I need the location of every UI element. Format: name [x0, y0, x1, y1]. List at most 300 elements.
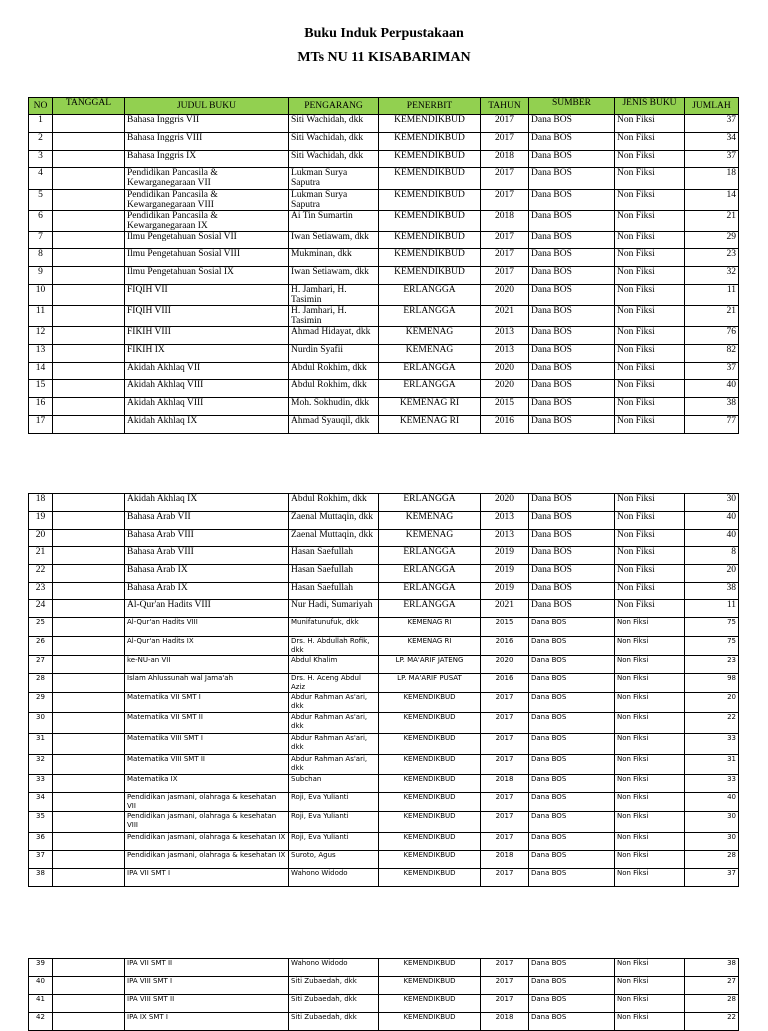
book-title: Bahasa Arab VII: [125, 512, 289, 530]
date-cell: [53, 693, 125, 713]
source: Dana BOS: [529, 380, 615, 398]
row-number: 34: [29, 793, 53, 812]
book-title: FIQIH VIII: [125, 306, 289, 327]
quantity: 33: [685, 775, 739, 793]
source: Dana BOS: [529, 306, 615, 327]
book-type: Non Fiksi: [615, 713, 685, 734]
book-title: Bahasa Arab VIII: [125, 530, 289, 547]
year: 2017: [481, 995, 529, 1013]
column-header-author: PENGARANG: [289, 98, 379, 115]
source: Dana BOS: [529, 674, 615, 693]
book-type: Non Fiksi: [615, 977, 685, 995]
table-row: [29, 793, 739, 812]
author: Roji, Eva Yulianti: [289, 793, 379, 812]
document-title: Buku Induk Perpustakaan: [304, 26, 464, 41]
publisher: ERLANGGA: [379, 600, 481, 618]
book-title: Bahasa Inggris VIII: [125, 133, 289, 151]
year: 2017: [481, 793, 529, 812]
row-number: 39: [29, 959, 53, 977]
row-number: 42: [29, 1013, 53, 1031]
quantity: 40: [685, 793, 739, 812]
book-type: Non Fiksi: [615, 775, 685, 793]
row-number: 27: [29, 656, 53, 674]
date-cell: [53, 713, 125, 734]
publisher: KEMENDIKBUD: [379, 168, 481, 190]
source: Dana BOS: [529, 190, 615, 211]
book-title: Bahasa Inggris IX: [125, 151, 289, 168]
author: Ahmad Syauqil, dkk: [289, 416, 379, 434]
publisher: KEMENDIKBUD: [379, 995, 481, 1013]
quantity: 75: [685, 618, 739, 637]
quantity: 37: [685, 363, 739, 380]
author: Ai Tin Sumartin: [289, 211, 379, 232]
author: Abdur Rahman As'ari, dkk: [289, 713, 379, 734]
table-row: [29, 755, 739, 775]
row-number: 5: [29, 190, 53, 211]
row-number: 24: [29, 600, 53, 618]
year: 2013: [481, 327, 529, 345]
school-name: MTs NU 11 KISABARIMAN: [297, 50, 471, 65]
quantity: 22: [685, 713, 739, 734]
book-title: Matematika VIII SMT I: [125, 734, 289, 755]
quantity: 38: [685, 583, 739, 600]
author: Abdur Rahman As'ari, dkk: [289, 755, 379, 775]
author: Zaenal Muttaqin, dkk: [289, 512, 379, 530]
source: Dana BOS: [529, 637, 615, 656]
quantity: 98: [685, 674, 739, 693]
source: Dana BOS: [529, 249, 615, 267]
source: Dana BOS: [529, 600, 615, 618]
publisher: KEMENAG: [379, 530, 481, 547]
book-type: Non Fiksi: [615, 793, 685, 812]
year: 2018: [481, 775, 529, 793]
author: Moh. Sokhudin, dkk: [289, 398, 379, 416]
book-type: Non Fiksi: [615, 494, 685, 512]
author: Iwan Setiawam, dkk: [289, 267, 379, 285]
table-row: [29, 977, 739, 995]
quantity: 30: [685, 494, 739, 512]
book-title: Pendidikan Pancasila & Kewarganegaraan VII: [125, 168, 289, 190]
author: Siti Wachidah, dkk: [289, 115, 379, 133]
year: 2017: [481, 168, 529, 190]
book-type: Non Fiksi: [615, 833, 685, 851]
quantity: 28: [685, 995, 739, 1013]
book-type: Non Fiksi: [615, 115, 685, 133]
year: 2020: [481, 656, 529, 674]
quantity: 23: [685, 656, 739, 674]
publisher: ERLANGGA: [379, 363, 481, 380]
source: Dana BOS: [529, 693, 615, 713]
source: Dana BOS: [529, 851, 615, 869]
source: Dana BOS: [529, 775, 615, 793]
book-title: Bahasa Arab IX: [125, 583, 289, 600]
row-number: 20: [29, 530, 53, 547]
table-row: [29, 713, 739, 734]
table-row: [29, 327, 739, 345]
year: 2017: [481, 734, 529, 755]
table-row: [29, 494, 739, 512]
publisher: KEMENDIKBUD: [379, 693, 481, 713]
row-number: 21: [29, 547, 53, 565]
date-cell: [53, 775, 125, 793]
date-cell: [53, 812, 125, 833]
row-number: 19: [29, 512, 53, 530]
book-type: Non Fiksi: [615, 812, 685, 833]
quantity: 14: [685, 190, 739, 211]
source: Dana BOS: [529, 618, 615, 637]
book-table-page-2: [28, 493, 739, 887]
book-title: FIKIH VIII: [125, 327, 289, 345]
publisher: KEMENDIKBUD: [379, 190, 481, 211]
table-row: [29, 306, 739, 327]
source: Dana BOS: [529, 168, 615, 190]
quantity: 20: [685, 565, 739, 583]
book-title: Ilmu Pengetahuan Sosial IX: [125, 267, 289, 285]
table-row: [29, 565, 739, 583]
row-number: 16: [29, 398, 53, 416]
book-title: Akidah Akhlaq VIII: [125, 380, 289, 398]
date-cell: [53, 833, 125, 851]
publisher: LP. MA'ARIF PUSAT: [379, 674, 481, 693]
author: Drs. H. Aceng Abdul Aziz: [289, 674, 379, 693]
date-cell: [53, 327, 125, 345]
publisher: KEMENDIKBUD: [379, 812, 481, 833]
source: Dana BOS: [529, 565, 615, 583]
table-row: [29, 869, 739, 887]
table-row: [29, 734, 739, 755]
table-row: [29, 618, 739, 637]
book-type: Non Fiksi: [615, 530, 685, 547]
author: Drs. H. Abdullah Rofik, dkk: [289, 637, 379, 656]
year: 2017: [481, 869, 529, 887]
book-type: Non Fiksi: [615, 583, 685, 600]
source: Dana BOS: [529, 812, 615, 833]
year: 2017: [481, 693, 529, 713]
date-cell: [53, 734, 125, 755]
column-header-quantity: JUMLAH: [685, 98, 739, 115]
table-row: [29, 211, 739, 232]
row-number: 36: [29, 833, 53, 851]
book-type: Non Fiksi: [615, 959, 685, 977]
book-type: Non Fiksi: [615, 995, 685, 1013]
row-number: 25: [29, 618, 53, 637]
year: 2020: [481, 363, 529, 380]
row-number: 6: [29, 211, 53, 232]
date-cell: [53, 674, 125, 693]
quantity: 37: [685, 115, 739, 133]
table-row: [29, 775, 739, 793]
author: Hasan Saefullah: [289, 583, 379, 600]
table-row: [29, 416, 739, 434]
year: 2017: [481, 959, 529, 977]
book-type: Non Fiksi: [615, 398, 685, 416]
book-type: Non Fiksi: [615, 151, 685, 168]
row-number: 1: [29, 115, 53, 133]
publisher: KEMENAG: [379, 345, 481, 363]
author: Suroto, Agus: [289, 851, 379, 869]
book-type: Non Fiksi: [615, 232, 685, 249]
row-number: 33: [29, 775, 53, 793]
source: Dana BOS: [529, 398, 615, 416]
publisher: KEMENDIKBUD: [379, 869, 481, 887]
column-header-year: TAHUN: [481, 98, 529, 115]
book-title: Al-Qur'an Hadits IX: [125, 637, 289, 656]
table-row: [29, 363, 739, 380]
author: Abdur Rahman As'ari, dkk: [289, 693, 379, 713]
book-title: Pendidikan jasmani, olahraga & kesehatan VIII: [125, 812, 289, 833]
publisher: ERLANGGA: [379, 547, 481, 565]
book-title: IPA VIII SMT II: [125, 995, 289, 1013]
author: Siti Wachidah, dkk: [289, 151, 379, 168]
author: Siti Wachidah, dkk: [289, 133, 379, 151]
publisher: KEMENAG RI: [379, 637, 481, 656]
source: Dana BOS: [529, 363, 615, 380]
source: Dana BOS: [529, 977, 615, 995]
book-type: Non Fiksi: [615, 211, 685, 232]
year: 2016: [481, 416, 529, 434]
book-title: Akidah Akhlaq VII: [125, 363, 289, 380]
source: Dana BOS: [529, 416, 615, 434]
publisher: KEMENAG: [379, 512, 481, 530]
publisher: KEMENDIKBUD: [379, 133, 481, 151]
book-title: Matematika IX: [125, 775, 289, 793]
book-title: Al-Qur'an Hadits VIII: [125, 600, 289, 618]
date-cell: [53, 232, 125, 249]
source: Dana BOS: [529, 547, 615, 565]
source: Dana BOS: [529, 530, 615, 547]
quantity: 21: [685, 211, 739, 232]
table-row: [29, 674, 739, 693]
table-row: [29, 190, 739, 211]
row-number: 17: [29, 416, 53, 434]
quantity: 11: [685, 285, 739, 306]
author: Ahmad Hidayat, dkk: [289, 327, 379, 345]
book-title: Pendidikan Pancasila & Kewarganegaraan VIII: [125, 190, 289, 211]
book-title: Pendidikan Pancasila & Kewarganegaraan IX: [125, 211, 289, 232]
year: 2017: [481, 249, 529, 267]
author: Munifatunufuk, dkk: [289, 618, 379, 637]
book-title: Ilmu Pengetahuan Sosial VII: [125, 232, 289, 249]
publisher: KEMENDIKBUD: [379, 755, 481, 775]
author: Zaenal Muttaqin, dkk: [289, 530, 379, 547]
row-number: 3: [29, 151, 53, 168]
date-cell: [53, 851, 125, 869]
author: Lukman Surya Saputra: [289, 190, 379, 211]
book-type: Non Fiksi: [615, 600, 685, 618]
year: 2016: [481, 674, 529, 693]
source: Dana BOS: [529, 713, 615, 734]
publisher: KEMENDIKBUD: [379, 833, 481, 851]
publisher: ERLANGGA: [379, 494, 481, 512]
year: 2020: [481, 494, 529, 512]
date-cell: [53, 190, 125, 211]
row-number: 32: [29, 755, 53, 775]
row-number: 22: [29, 565, 53, 583]
book-type: Non Fiksi: [615, 565, 685, 583]
table-row: [29, 512, 739, 530]
table-row: [29, 151, 739, 168]
quantity: 20: [685, 693, 739, 713]
date-cell: [53, 959, 125, 977]
year: 2013: [481, 530, 529, 547]
quantity: 30: [685, 812, 739, 833]
publisher: KEMENDIKBUD: [379, 151, 481, 168]
book-type: Non Fiksi: [615, 267, 685, 285]
source: Dana BOS: [529, 959, 615, 977]
date-cell: [53, 600, 125, 618]
table-row: [29, 693, 739, 713]
year: 2015: [481, 618, 529, 637]
year: 2013: [481, 345, 529, 363]
book-title: Pendidikan jasmani, olahraga & kesehatan IX: [125, 833, 289, 851]
author: Lukman Surya Saputra: [289, 168, 379, 190]
publisher: KEMENDIKBUD: [379, 115, 481, 133]
source: Dana BOS: [529, 494, 615, 512]
book-type: Non Fiksi: [615, 674, 685, 693]
row-number: 30: [29, 713, 53, 734]
year: 2018: [481, 151, 529, 168]
date-cell: [53, 618, 125, 637]
quantity: 37: [685, 869, 739, 887]
author: Abdur Rahman As'ari, dkk: [289, 734, 379, 755]
year: 2013: [481, 512, 529, 530]
publisher: ERLANGGA: [379, 565, 481, 583]
year: 2017: [481, 115, 529, 133]
book-table-page-3: [28, 958, 739, 1031]
book-title: Ilmu Pengetahuan Sosial VIII: [125, 249, 289, 267]
source: Dana BOS: [529, 285, 615, 306]
date-cell: [53, 249, 125, 267]
date-cell: [53, 363, 125, 380]
table-row: [29, 812, 739, 833]
quantity: 23: [685, 249, 739, 267]
publisher: KEMENDIKBUD: [379, 232, 481, 249]
author: Siti Zubaedah, dkk: [289, 977, 379, 995]
book-type: Non Fiksi: [615, 133, 685, 151]
table-row: [29, 959, 739, 977]
book-title: Matematika VII SMT I: [125, 693, 289, 713]
table-row: [29, 398, 739, 416]
date-cell: [53, 656, 125, 674]
book-type: Non Fiksi: [615, 637, 685, 656]
author: Hasan Saefullah: [289, 565, 379, 583]
quantity: 40: [685, 530, 739, 547]
year: 2017: [481, 755, 529, 775]
publisher: KEMENDIKBUD: [379, 713, 481, 734]
author: Roji, Eva Yulianti: [289, 812, 379, 833]
date-cell: [53, 494, 125, 512]
row-number: 10: [29, 285, 53, 306]
publisher: KEMENDIKBUD: [379, 851, 481, 869]
table-row: [29, 345, 739, 363]
publisher: KEMENDIKBUD: [379, 267, 481, 285]
date-cell: [53, 133, 125, 151]
quantity: 28: [685, 851, 739, 869]
quantity: 22: [685, 1013, 739, 1031]
book-title: Al-Qur'an Hadits VIII: [125, 618, 289, 637]
author: Hasan Saefullah: [289, 547, 379, 565]
table-row: [29, 995, 739, 1013]
source: Dana BOS: [529, 211, 615, 232]
author: H. Jamhari, H. Tasimin: [289, 306, 379, 327]
table-row: [29, 656, 739, 674]
book-type: Non Fiksi: [615, 363, 685, 380]
publisher: ERLANGGA: [379, 285, 481, 306]
quantity: 27: [685, 977, 739, 995]
row-number: 35: [29, 812, 53, 833]
publisher: KEMENDIKBUD: [379, 211, 481, 232]
date-cell: [53, 869, 125, 887]
row-number: 40: [29, 977, 53, 995]
source: Dana BOS: [529, 833, 615, 851]
book-title: Pendidikan jasmani, olahraga & kesehatan VII: [125, 793, 289, 812]
author: Wahono Widodo: [289, 959, 379, 977]
quantity: 34: [685, 133, 739, 151]
year: 2017: [481, 833, 529, 851]
book-type: Non Fiksi: [615, 190, 685, 211]
source: Dana BOS: [529, 267, 615, 285]
book-title: Matematika VIII SMT II: [125, 755, 289, 775]
quantity: 30: [685, 833, 739, 851]
book-title: Akidah Akhlaq IX: [125, 494, 289, 512]
book-title: Pendidikan jasmani, olahraga & kesehatan IX: [125, 851, 289, 869]
table-row: [29, 232, 739, 249]
year: 2017: [481, 232, 529, 249]
book-type: Non Fiksi: [615, 869, 685, 887]
quantity: 11: [685, 600, 739, 618]
quantity: 33: [685, 734, 739, 755]
date-cell: [53, 398, 125, 416]
publisher: KEMENAG RI: [379, 618, 481, 637]
year: 2017: [481, 267, 529, 285]
source: Dana BOS: [529, 232, 615, 249]
quantity: 8: [685, 547, 739, 565]
quantity: 18: [685, 168, 739, 190]
book-type: Non Fiksi: [615, 851, 685, 869]
source: Dana BOS: [529, 734, 615, 755]
date-cell: [53, 416, 125, 434]
table-row: [29, 547, 739, 565]
publisher: KEMENDIKBUD: [379, 1013, 481, 1031]
source: Dana BOS: [529, 755, 615, 775]
date-cell: [53, 1013, 125, 1031]
book-title: IPA VII SMT II: [125, 959, 289, 977]
quantity: 40: [685, 380, 739, 398]
row-number: 14: [29, 363, 53, 380]
publisher: KEMENDIKBUD: [379, 249, 481, 267]
table-row: [29, 530, 739, 547]
author: Iwan Setiawam, dkk: [289, 232, 379, 249]
year: 2019: [481, 547, 529, 565]
date-cell: [53, 793, 125, 812]
book-title: IPA VIII SMT I: [125, 977, 289, 995]
table-row: [29, 833, 739, 851]
quantity: 38: [685, 398, 739, 416]
row-number: 26: [29, 637, 53, 656]
year: 2021: [481, 306, 529, 327]
author: Siti Zubaedah, dkk: [289, 1013, 379, 1031]
date-cell: [53, 285, 125, 306]
author: Roji, Eva Yulianti: [289, 833, 379, 851]
author: Mukminan, dkk: [289, 249, 379, 267]
book-title: Islam Ahlussunah wal Jama'ah: [125, 674, 289, 693]
column-header-book-type: JENIS BUKU: [615, 98, 685, 115]
row-number: 18: [29, 494, 53, 512]
year: 2017: [481, 133, 529, 151]
date-cell: [53, 547, 125, 565]
row-number: 29: [29, 693, 53, 713]
publisher: ERLANGGA: [379, 380, 481, 398]
